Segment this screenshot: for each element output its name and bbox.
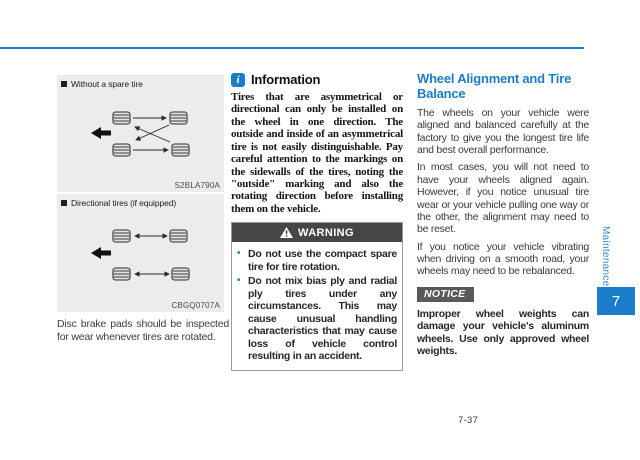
tire-icon [172,268,189,280]
body-paragraph: In most cases, you will not need to have your wheels aligned again. However, if you notice unusual tire wear or your vehicle pulling one way or the other, the alignment may need to be reset. [417,161,589,236]
directional-tire-diagram [57,194,224,312]
wheel-alignment-column [417,72,589,358]
square-bullet-icon [61,200,67,206]
bullet-icon: • [237,275,241,287]
tire-icon [170,230,187,242]
notice-body: Improper wheel weights can damage your vehicle's aluminum wheels. Use only approved wheel weights. [417,307,589,358]
tire-rotation-diagram [57,75,224,192]
tire-icon [113,112,130,124]
diagram-label [61,198,176,208]
front-direction-arrow-icon [91,247,111,259]
front-direction-arrow-icon [91,127,111,139]
diagram-without-spare-tire [57,75,224,192]
list-item [237,275,397,362]
body-paragraph: The wheels on your vehicle were aligned and balanced carefully at the factory to give you the longest tire life and best overall performance. [417,106,589,156]
rotation-arrows [133,118,170,150]
left-column [57,75,229,343]
diagram-caption: Disc brake pads should be inspected for wear whenever tires are rotated. [57,318,229,343]
information-body: Tires that are asymmetrical or directional can only be installed on the wheel in one direction. The outside and inside of an asymmetrical tire is not easily distinguishable. Pay careful attention to the markings on the sidewalls of the tires, noting the "outside" marking and also the rotating direction before installing them on the vehicle. [231,91,403,215]
tire-icon [170,112,187,124]
warning-title: WARNING [298,226,354,239]
tire-icon [172,144,189,156]
information-column [231,72,403,371]
information-title: Information [251,72,321,87]
page-number: 7-37 [458,415,479,426]
chapter-label-vertical: Maintenance [600,226,611,287]
section-heading: Wheel Alignment and Tire Balance [417,71,572,101]
notice-badge: NOTICE [417,287,474,302]
top-rule [0,47,584,49]
bullet-icon: • [237,248,241,260]
figure-code: S2BLA790A [174,181,220,190]
warning-triangle-icon [280,227,293,238]
warning-bullet-text: Do not use the compact spare tire for tire rotation. [248,248,397,273]
warning-bullet-text: Do not mix bias ply and radial ply tires under any circumstances. This may cause unusual handling characteristics that may cause loss of vehicle control resulting in an accident. [248,275,397,363]
square-bullet-icon [61,81,67,87]
info-icon: i [231,73,245,87]
warning-box [231,222,403,370]
warning-list [232,242,402,369]
information-heading [231,72,403,87]
diagram-directional-tires [57,194,224,312]
diagram-label-text: Directional tires (if equipped) [71,198,177,208]
warning-header [232,223,402,242]
diagram-label-text: Without a spare tire [71,79,143,89]
body-paragraph: If you notice your vehicle vibrating when driving on a smooth road, your wheels may need to be rebalanced. [417,240,589,278]
swap-arrows [135,236,169,274]
list-item [237,248,397,273]
tire-icon [113,144,130,156]
diagram-label [61,79,143,89]
tire-icon [113,268,130,280]
figure-code: CBGQ0707A [171,301,220,310]
tire-icon [113,230,130,242]
chapter-number-tab: 7 [597,287,635,315]
